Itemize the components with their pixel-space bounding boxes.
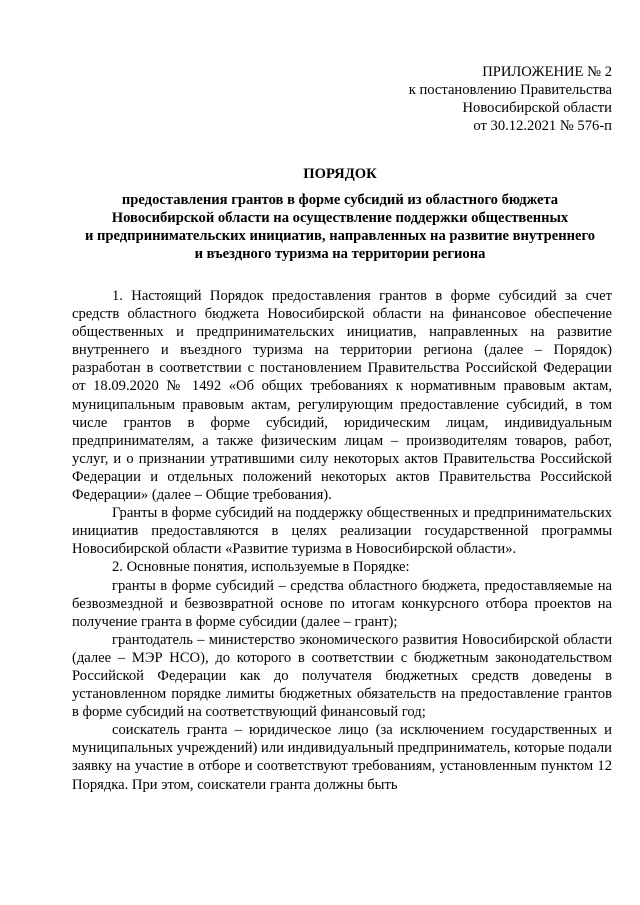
appendix-ref-line: к постановлению Правительства: [408, 82, 612, 98]
title-line: и предпринимательских инициатив, направленных на развитие внутреннего: [84, 228, 596, 244]
paragraph: 2. Основные понятия, используемые в Порядке:: [112, 559, 410, 576]
paragraph: гранты в форме субсидий – средства областного бюджета, предоставляемые на безвозмездной и безвозвратной основе по итогам конкурсного отбора проектов на получение гранта в форме субсидии (далее – грант);: [72, 577, 612, 630]
paragraph: соискатель гранта – юридическое лицо (за исключением государственных и муниципальных учреждений) или индивидуальный предприниматель, которые подали заявку на участие в отборе и соответствуют требованиям, установленным пунктом 12 Порядка. При этом, соискатели гранта должны быть: [72, 722, 612, 793]
appendix-date-line: от 30.12.2021 № 576-п: [473, 118, 612, 134]
title-line: Новосибирской области на осуществление поддержки общественных: [111, 210, 569, 226]
title-line: предоставления грантов в форме субсидий из областного бюджета: [121, 192, 559, 208]
paragraph: Гранты в форме субсидий на поддержку общественных и предпринимательских инициатив предоставляются в целях реализации государственной программы Новосибирской области «Развитие туризма в Новосибирской области».: [72, 505, 612, 558]
document-title: [60, 165, 620, 263]
paragraph: грантодатель – министерство экономического развития Новосибирской области (далее – МЭР НСО), до которого в соответствии с бюджетным законодательством Российской Федерации как до получателя бюджетных средств доведены в установленном порядке лимиты бюджетных обязательств на предоставление грантов в форме субсидий на соответствующий финансовый год;: [72, 631, 612, 721]
appendix-number: ПРИЛОЖЕНИЕ № 2: [482, 64, 612, 80]
title-heading: ПОРЯДОК: [303, 166, 377, 182]
document-body: [72, 287, 612, 794]
appendix-block: [352, 63, 612, 135]
title-line: и въездного туризма на территории региона: [194, 246, 486, 262]
paragraph: 1. Настоящий Порядок предоставления грантов в форме субсидий за счет средств областного бюджета Новосибирской области на финансовое обеспечение общественных и предпринимательских инициатив, направленных на развитие внутреннего и въездного туризма на территории региона (далее – Порядок) разработан в соответствии с постановлением Правительства Российской Федерации от 18.09.2020 № 1492 «Об общих требованиях к нормативным правовым актам, муниципальным правовым актам, регулирующим предоставление субсидий, в том числе грантов в форме субсидий, юридическим лицам, индивидуальным предпринимателям, а также физическим лицам – производителям товаров, работ, услуг, и о признании утратившими силу некоторых актов Правительства Российской Федерации и отдельных положений некоторых актов Правительства Российской Федерации» (далее – Общие требования).: [72, 288, 612, 504]
appendix-region-line: Новосибирской области: [462, 100, 612, 116]
